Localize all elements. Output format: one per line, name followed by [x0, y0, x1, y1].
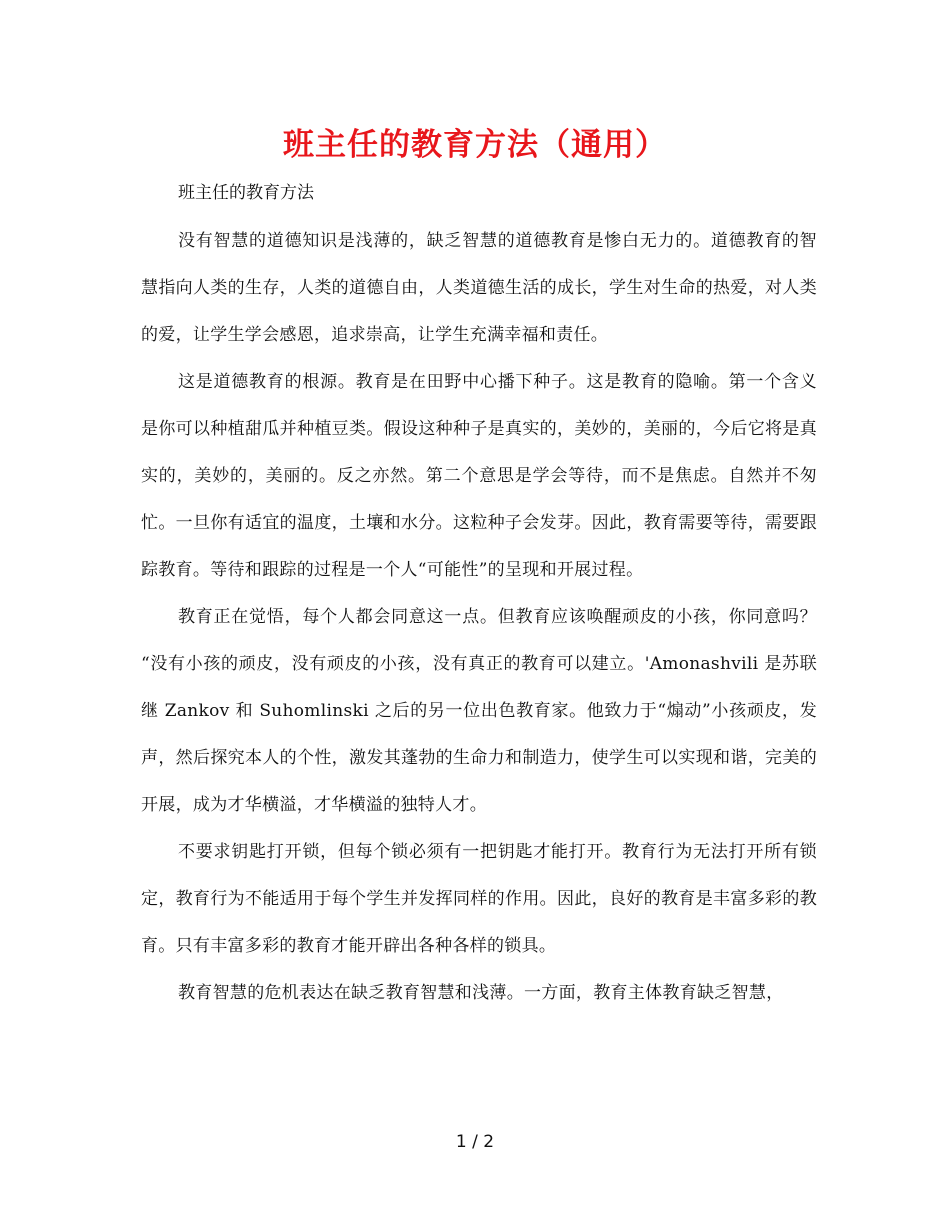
document-title: 班主任的教育方法（通用） [283, 127, 667, 163]
document-body [141, 218, 817, 1017]
paragraph-3: 教育正在觉悟，每个人都会同意这一点。但教育应该唤醒顽皮的小孩，你同意吗？ “没有小孩的顽皮，没有顽皮的小孩，没有真正的教育可以建立。'Amonashvili 是苏联继 Zankov 和 Suhomlinski 之后的另一位出色教育家。他致力于“煽动”小孩顽皮，发声，然后探究本人的个性，激发其蓬勃的生命力和制造力，使学生可以实现和谐，完美的开展，成为才华横溢，才华横溢的独特人才。 [141, 607, 817, 815]
paragraph-4: 不要求钥匙打开锁，但每个锁必须有一把钥匙才能打开。教育行为无法打开所有锁定，教育行为不能适用于每个学生并发挥同样的作用。因此，良好的教育是丰富多彩的教育。只有丰富多彩的教育才能开辟出各种各样的锁具。 [141, 842, 817, 956]
document-subtitle: 班主任的教育方法 [178, 183, 314, 203]
paragraph-2: 这是道德教育的根源。教育是在田野中心播下种子。这是教育的隐喻。第一个含义是你可以种植甜瓜并种植豆类。假设这种种子是真实的，美妙的，美丽的，今后它将是真实的，美妙的，美丽的。反之亦然。第二个意思是学会等待，而不是焦虑。自然并不匆忙。一旦你有适宜的温度，土壤和水分。这粒种子会发芽。因此，教育需要等待，需要跟踪教育。等待和跟踪的过程是一个人“可能性”的呈现和开展过程。 [141, 372, 817, 580]
paragraph-5: 教育智慧的危机表达在缺乏教育智慧和浅薄。一方面，教育主体教育缺乏智慧， [178, 983, 784, 1003]
paragraph-1: 没有智慧的道德知识是浅薄的，缺乏智慧的道德教育是惨白无力的。道德教育的智慧指向人类的生存，人类的道德自由，人类道德生活的成长，学生对生命的热爱，对人类的爱，让学生学会感恩，追求崇高，让学生充满幸福和责任。 [141, 231, 817, 345]
page-number: 1 / 2 [455, 1132, 495, 1152]
